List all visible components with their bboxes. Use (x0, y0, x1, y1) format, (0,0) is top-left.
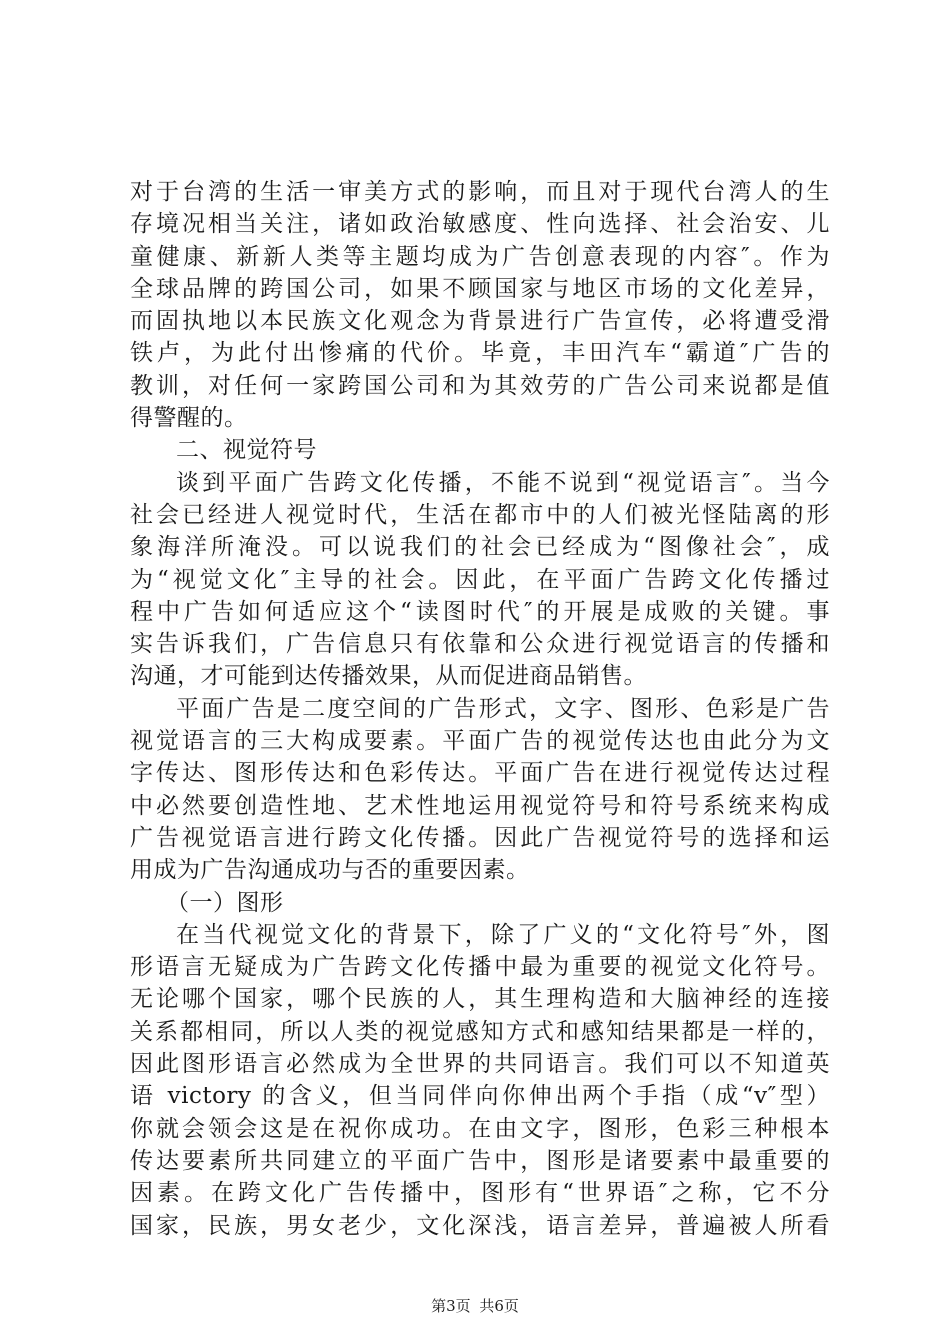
text-line: 程中广告如何适应这个“读图时代″的开展是成败的关键。事 (130, 598, 830, 625)
subsection-heading: （一）图形 (166, 889, 284, 916)
text-line: 对于台湾的生活一审美方式的影响，而且对于现代台湾人的生 (130, 179, 830, 205)
text-line: 字传达、图形传达和色彩传达。平面广告在进行视觉传达过程 (130, 760, 830, 787)
text-line: 全球品牌的跨国公司，如果不顾国家与地区市场的文化差异， (130, 275, 830, 302)
text-line: 谈到平面广告跨文化传播，不能不说到“视觉语言″。当今 (176, 469, 830, 496)
text-line: 用成为广告沟通成功与否的重要因素。 (130, 857, 530, 884)
text-line: 得警醒的。 (130, 405, 248, 432)
text-line: 传达要素所共同建立的平面广告中，图形是诸要素中最重要的 (130, 1147, 830, 1174)
text-line: 实告诉我们，广告信息只有依靠和公众进行视觉语言的传播和 (130, 631, 830, 658)
text-line: 在当代视觉文化的背景下，除了广义的“文化符号″外，图 (176, 921, 830, 948)
text-line: 你就会领会这是在祝你成功。在由文字，图形，色彩三种根本 (130, 1115, 830, 1142)
text-line: 而固执地以本民族文化观念为背景进行广告宣传，必将遭受滑 (130, 308, 830, 335)
text-line: 形语言无疑成为广告跨文化传播中最为重要的视觉文化符号。 (130, 954, 830, 981)
text-line: 沟通，才可能到达传播效果，从而促进商品销售。 (130, 663, 647, 690)
page-total: 共6页 (479, 1297, 519, 1315)
text-line: 存境况相当关注，诸如政治敏感度、性向选择、社会治安、儿 (130, 211, 830, 238)
text-line: 铁卢，为此付出惨痛的代价。毕竟，丰田汽车“霸道″广告的 (130, 340, 830, 367)
text-line: 社会已经进人视觉时代，生活在都市中的人们被光怪陆离的形 (130, 501, 830, 528)
text-line: 象海洋所淹没。可以说我们的社会已经成为“图像社会″，成 (130, 534, 830, 561)
text-line: 广告视觉语言进行跨文化传播。因此广告视觉符号的选择和运 (130, 824, 830, 851)
section-heading: 二、视觉符号 (176, 437, 317, 464)
text-line: 为“视觉文化″主导的社会。因此，在平面广告跨文化传播过 (130, 566, 830, 593)
text-line: 因素。在跨文化广告传播中，图形有“世界语″之称，它不分 (130, 1180, 830, 1207)
text-line: 童健康、新新人类等主题均成为广告创意表现的内容″。作为 (130, 243, 830, 270)
text-line: 中必然要创造性地、艺术性地运用视觉符号和符号系统来构成 (130, 792, 830, 819)
text-line: 视觉语言的三大构成要素。平面广告的视觉传达也由此分为文 (130, 728, 830, 755)
page-footer (0, 1296, 950, 1316)
text-line: 教训，对任何一家跨国公司和为其效劳的广告公司来说都是值 (130, 372, 830, 399)
document-body (130, 176, 830, 1242)
text-line: 关系都相同，所以人类的视觉感知方式和感知结果都是一样的， (130, 1018, 830, 1045)
text-line: 语 victory 的含义，但当同伴向你伸出两个手指（成“v″型） (130, 1083, 830, 1110)
text-line: 因此图形语言必然成为全世界的共同语言。我们可以不知道英 (130, 1051, 830, 1078)
text-line: 平面广告是二度空间的广告形式，文字、图形、色彩是广告 (176, 695, 830, 722)
text-line: 无论哪个国家，哪个民族的人，其生理构造和大脑神经的连接 (130, 986, 830, 1013)
page-number: 第3页 (431, 1297, 471, 1315)
text-line: 国家，民族，男女老少，文化深浅，语言差异，普遍被人所看 (130, 1212, 830, 1239)
